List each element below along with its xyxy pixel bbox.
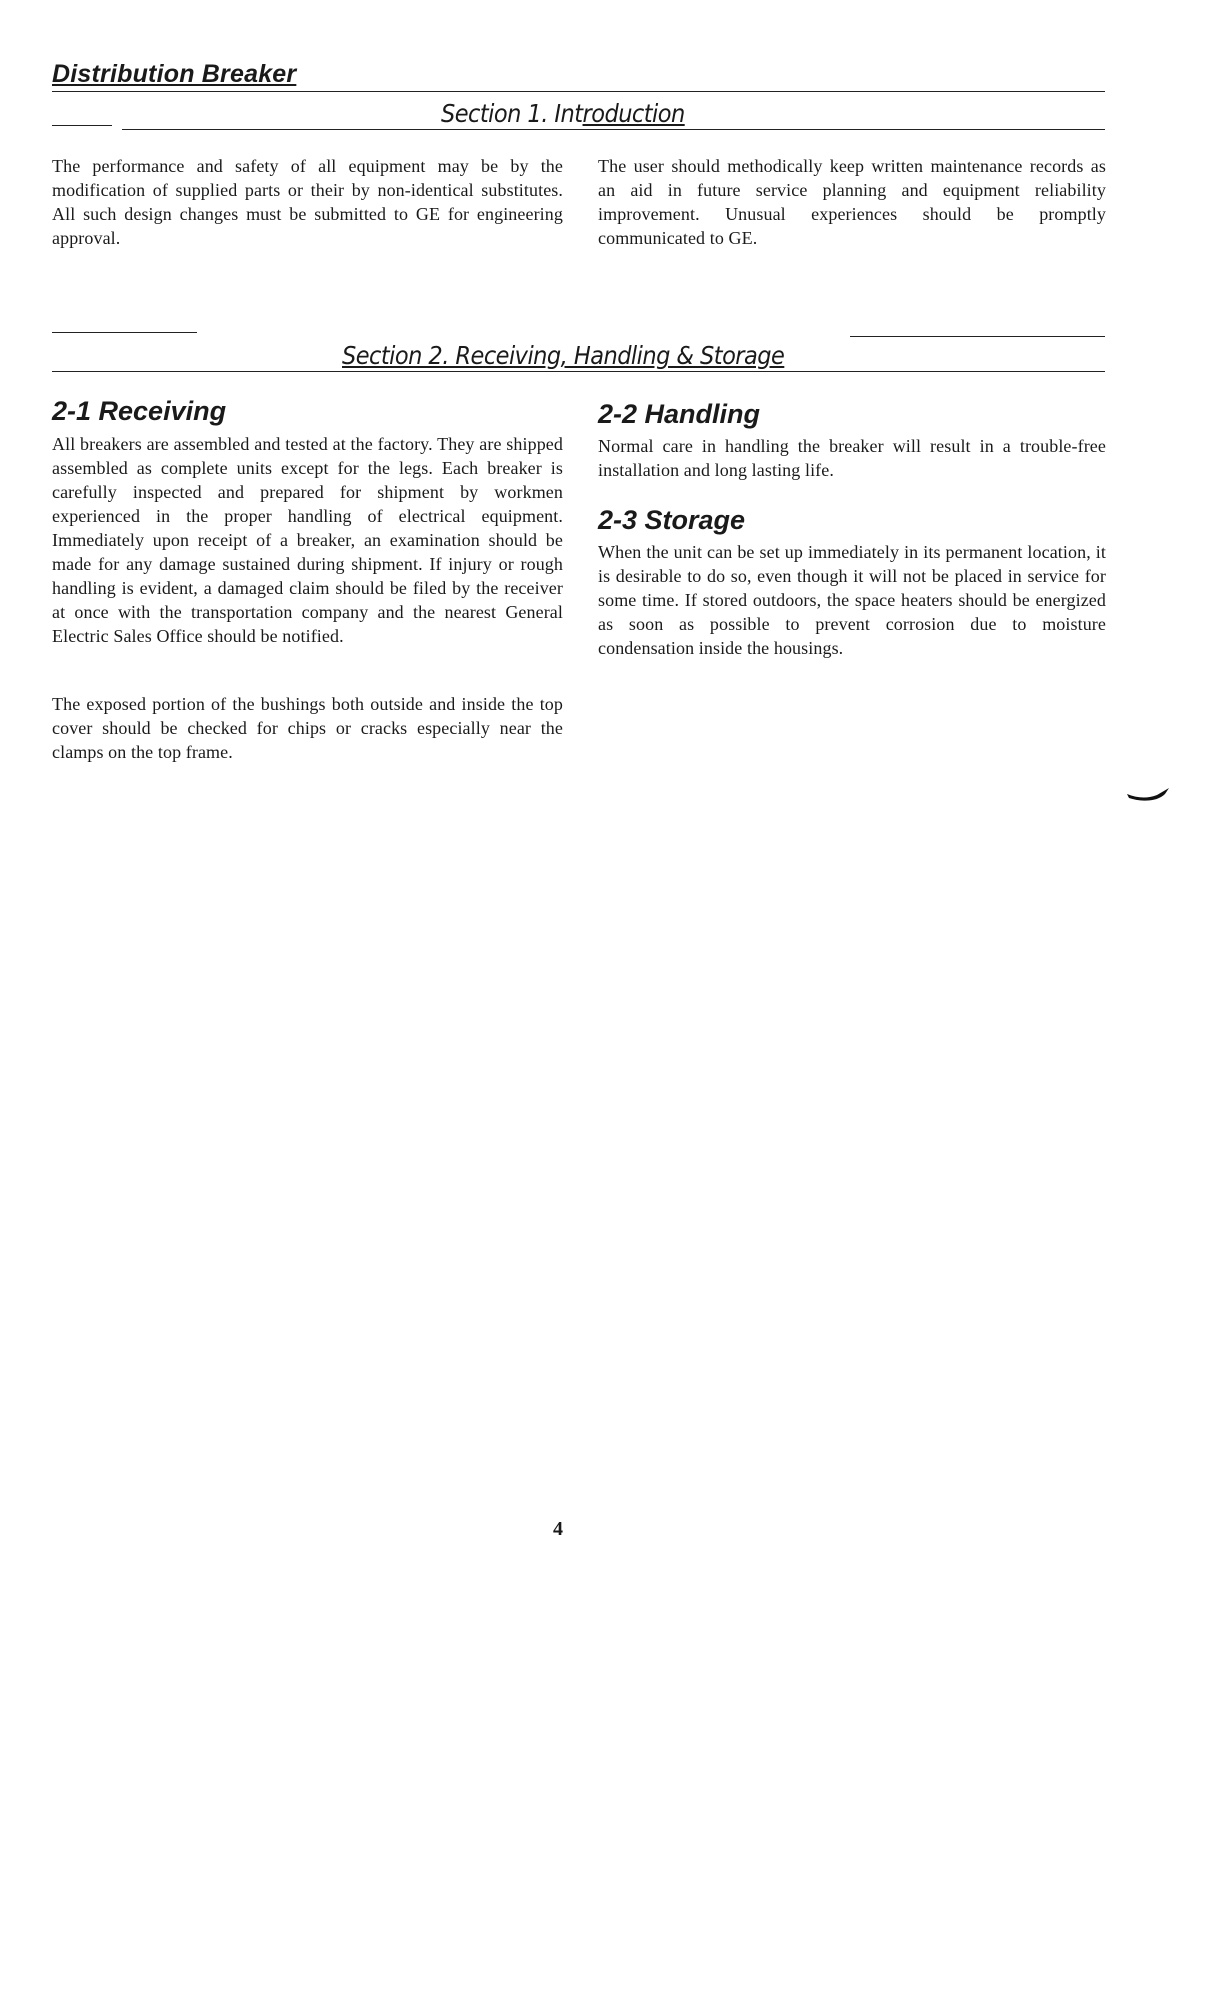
section-1-left-paragraph: The performance and safety of all equipment may be by the modification of supplied parts or their by non-identical substitutes. All such design changes must be submitted to GE for engineering approval. [52, 156, 563, 248]
page-number: 4 [553, 1518, 563, 1540]
section-2-rule-top [52, 332, 197, 333]
storage-paragraph: When the unit can be set up immediately in its permanent location, it is desirable to do so, even though it will not be placed in service for some time. If stored outdoors, the space heaters should be energized as soon as possible to prevent corrosion due to moisture condensation inside the housings. [598, 542, 1106, 658]
document-title: Distribution Breaker [52, 60, 297, 88]
receiving-paragraph-2: The exposed portion of the bushings both outside and inside the top cover should be checked for chips or cracks especially near the clamps on the top frame. [52, 694, 563, 762]
section-1-rule-main [122, 129, 1105, 130]
section-1-rule-left [52, 125, 112, 126]
storage-heading: 2-3 Storage [598, 505, 746, 535]
handling-paragraph: Normal care in handling the breaker will result in a trouble-free installation and long lasting life. [598, 436, 1106, 480]
header-rule [52, 91, 1105, 92]
section-2-rule-bottom [52, 371, 1105, 372]
section-1-heading [441, 99, 685, 128]
section-1-heading-text: Section 1. Int [441, 99, 583, 128]
section-2-rule-top-right [850, 336, 1105, 337]
section-2-heading-text: Section 2. Receiving, Handling & Storage [342, 341, 785, 370]
section-1-right-paragraph: The user should methodically keep written maintenance records as an aid in future service planning and equipment reliability improvement. Unusual experiences should be promptly communicated to GE. [598, 156, 1106, 248]
section-2-heading [342, 341, 784, 370]
receiving-paragraph-1: All breakers are assembled and tested at the factory. They are shipped assembled as complete units except for the legs. Each breaker is carefully inspected and prepared for shipment by workmen experienced in the proper handling of electrical equipment. Immediately upon receipt of a breaker, an examination should be made for any damage sustained during shipment. If injury or rough handling is evident, a damaged claim should be filed by the receiver at once with the transportation company and the nearest General Electric Sales Office should be notified. [52, 434, 563, 646]
receiving-heading: 2-1 Receiving [52, 396, 227, 426]
section-1-heading-underlined: roduction [582, 99, 685, 128]
handling-heading: 2-2 Handling [598, 399, 761, 429]
scan-mark-artifact [1125, 780, 1173, 804]
